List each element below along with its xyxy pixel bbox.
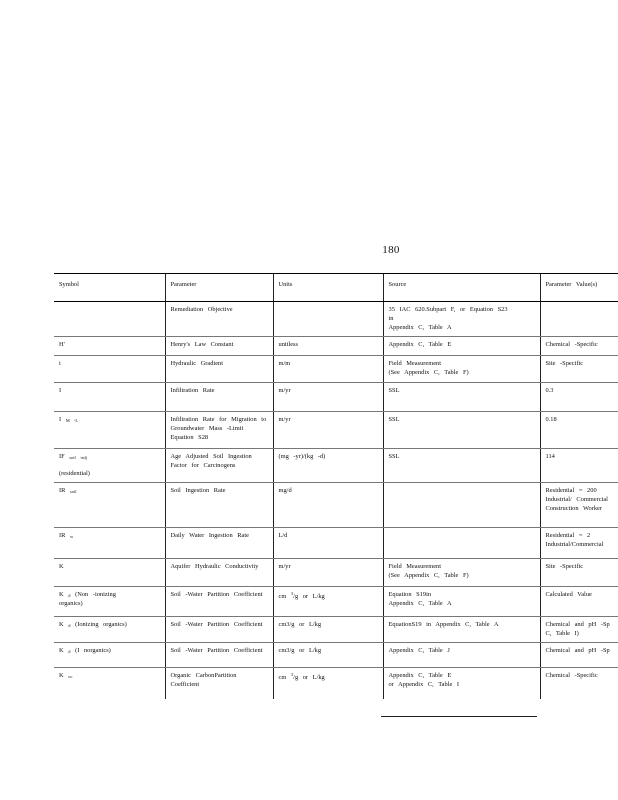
source-line: in	[388, 314, 394, 322]
units-text: m/yr	[278, 386, 291, 394]
symbol-cell	[54, 482, 165, 527]
value-line: Site -Specific	[545, 562, 584, 570]
parameter-cell: Daily Water Ingestion Rate	[165, 527, 273, 558]
page-number-text: 180	[382, 244, 400, 256]
units-text: m/yr	[278, 562, 291, 570]
value-line: Residential = 2	[545, 531, 591, 539]
table-row	[54, 411, 618, 448]
source-line: 35 IAC 620.Subpart F, or Equation S23	[388, 306, 508, 313]
source-line: or Appendix C, Table I	[388, 680, 460, 688]
value-line: Site -Specific	[545, 359, 584, 367]
units-cell	[273, 527, 383, 558]
symbol-subscript: d	[68, 648, 71, 654]
parameter-cell: Organic CarbonPartition Coefficient	[165, 667, 273, 699]
units-cell	[273, 382, 383, 411]
symbol-text: K	[59, 562, 64, 570]
source-cell	[383, 482, 540, 527]
table-header-row	[54, 274, 618, 302]
source-cell	[383, 302, 540, 337]
value-cell	[540, 616, 618, 642]
table-row	[54, 527, 618, 558]
header-parameter-values: Parameter Value(s)	[540, 274, 618, 302]
symbol-line	[59, 360, 160, 369]
symbol-subscript: d	[68, 622, 71, 628]
source-line: EquationS19 in Appendix C, Table A	[388, 620, 499, 628]
table-row	[54, 448, 618, 482]
source-line: Appendix C, Table E	[388, 340, 452, 348]
value-line: Construction Worker	[545, 504, 603, 512]
source-line: (See Appendix C, Table F)	[388, 571, 469, 579]
header-symbol: Symbol	[54, 274, 165, 302]
symbol-line	[59, 532, 160, 541]
units-cell	[273, 667, 383, 699]
units-text: cm3/g or L/kg	[278, 620, 322, 628]
source-line: SSL	[388, 386, 400, 394]
symbol-qualifier: (Ionizing organics)	[75, 620, 127, 628]
symbol-qualifier: (Non -ionizing	[75, 590, 116, 598]
symbol-line	[59, 621, 160, 630]
symbol-cell	[54, 527, 165, 558]
value-line: 0.3	[545, 386, 554, 394]
parameter-cell: Age Adjusted Soil Ingestion Factor for Carcinogens	[165, 448, 273, 482]
table-row	[54, 586, 618, 616]
parameter-cell: Soil -Water Partition Coefficient	[165, 616, 273, 642]
symbol-text: I	[59, 415, 62, 423]
symbol-text: I	[59, 386, 62, 394]
units-superscript: 3	[290, 590, 294, 596]
table-row	[54, 302, 618, 337]
units-cell	[273, 336, 383, 355]
header-units: Units	[273, 274, 383, 302]
value-cell	[540, 302, 618, 337]
units-text: unitless	[278, 340, 299, 348]
units-cell	[273, 642, 383, 667]
symbol-qualifier: (I norganics)	[75, 646, 111, 654]
symbol-text: K	[59, 590, 64, 598]
symbol-text: K	[59, 671, 64, 679]
source-cell	[383, 448, 540, 482]
parameter-cell: Soil -Water Partition Coefficient	[165, 642, 273, 667]
units-cell	[273, 482, 383, 527]
parameter-cell: Soil -Water Partition Coefficient	[165, 586, 273, 616]
value-line: Industrial/ Commercial	[545, 495, 608, 503]
units-cell	[273, 411, 383, 448]
symbol-line	[59, 647, 160, 656]
value-cell	[540, 382, 618, 411]
units-text: m/m	[278, 359, 291, 367]
source-cell	[383, 355, 540, 382]
symbol-cell	[54, 616, 165, 642]
symbol-cell	[54, 336, 165, 355]
value-line: 0.18	[545, 415, 557, 423]
source-cell	[383, 642, 540, 667]
symbol-text: K	[59, 620, 64, 628]
symbol-line	[59, 672, 160, 681]
source-line: Field Measurement	[388, 562, 442, 570]
table-row	[54, 642, 618, 667]
units-tail: /g or L/kg	[293, 592, 325, 600]
source-line: SSL	[388, 452, 400, 460]
symbol-cell	[54, 642, 165, 667]
source-line: Appendix C, Table A	[388, 599, 452, 607]
table-body	[54, 302, 618, 699]
symbol-line	[59, 453, 160, 462]
units-text: L/d	[278, 531, 288, 539]
symbol-cell	[54, 411, 165, 448]
units-cell	[273, 616, 383, 642]
parameter-cell: Soil Ingestion Rate	[165, 482, 273, 527]
value-line: Residential = 200	[545, 486, 597, 494]
value-cell	[540, 336, 618, 355]
value-cell	[540, 586, 618, 616]
symbol-cell	[54, 558, 165, 586]
table-row	[54, 382, 618, 411]
parameter-cell: Infiltration Rate	[165, 382, 273, 411]
value-cell	[540, 527, 618, 558]
symbol-subscript: soil -adj	[69, 454, 87, 460]
table-row	[54, 667, 618, 699]
value-line: Chemical and pH -Sp	[545, 646, 610, 654]
value-line: Chemical and pH -Sp	[545, 620, 610, 628]
value-line: Chemical -Specific	[545, 340, 598, 348]
units-superscript: 3	[290, 671, 294, 677]
symbol-text: IR	[59, 531, 66, 539]
units-text: cm3/g or L/kg	[278, 646, 322, 654]
symbol-subscript: M -L	[65, 417, 79, 423]
source-cell	[383, 411, 540, 448]
symbol-cell	[54, 302, 165, 337]
value-cell	[540, 558, 618, 586]
symbol-text: IF	[59, 452, 65, 460]
symbol-subscript: d	[68, 592, 71, 598]
units-text: m/yr	[278, 415, 291, 423]
symbol-text: H'	[59, 340, 65, 348]
source-cell	[383, 616, 540, 642]
symbol-cell	[54, 382, 165, 411]
source-cell	[383, 558, 540, 586]
source-cell	[383, 382, 540, 411]
value-line: C, Table I)	[545, 629, 579, 637]
units-text: (mg -yr)/(kg -d)	[278, 452, 326, 460]
symbol-subscript: w	[70, 533, 74, 539]
table-row	[54, 336, 618, 355]
value-cell	[540, 411, 618, 448]
symbol-text: i	[59, 359, 61, 367]
symbol-text: IR	[59, 486, 66, 494]
units-cell	[273, 355, 383, 382]
parameter-cell: Hydraulic Gradient	[165, 355, 273, 382]
symbol-line	[59, 341, 160, 350]
symbol-line	[59, 487, 160, 496]
units-text: cm	[278, 592, 287, 600]
parameter-cell: Infiltration Rate for Migration to Groundwater Mass -Limit Equation S28	[165, 411, 273, 448]
symbol-text: K	[59, 646, 64, 654]
value-cell	[540, 667, 618, 699]
symbol-cell	[54, 667, 165, 699]
source-line: (See Appendix C, Table F)	[388, 368, 469, 376]
symbol-line	[59, 387, 160, 396]
units-cell	[273, 558, 383, 586]
value-line: Industrial/Commercial	[545, 540, 604, 548]
symbol-qualifier-cont: organics)	[59, 599, 83, 607]
source-cell	[383, 586, 540, 616]
header-source: Source	[383, 274, 540, 302]
symbol-cell	[54, 448, 165, 482]
value-cell	[540, 448, 618, 482]
source-line: Appendix C, Table J	[388, 646, 450, 654]
source-line: Equation S19in	[388, 590, 432, 598]
units-cell	[273, 302, 383, 337]
symbol-subscript: oc	[68, 673, 73, 679]
parameter-table	[54, 273, 618, 699]
table-row	[54, 558, 618, 586]
symbol-cell	[54, 355, 165, 382]
table-row	[54, 482, 618, 527]
parameter-cell: Henry's Law Constant	[165, 336, 273, 355]
koc-source-underline	[381, 716, 537, 717]
value-cell	[540, 642, 618, 667]
units-cell	[273, 586, 383, 616]
table-row	[54, 355, 618, 382]
parameter-table-container	[54, 273, 618, 718]
value-cell	[540, 482, 618, 527]
header-parameter: Parameter	[165, 274, 273, 302]
source-line: Appendix C, Table A	[388, 323, 452, 331]
symbol-line	[59, 591, 160, 600]
source-cell	[383, 667, 540, 699]
symbol-subscript: soil	[70, 488, 77, 494]
source-line: Appendix C, Table E	[388, 671, 452, 679]
units-tail: /g or L/kg	[293, 673, 325, 681]
units-text: cm	[278, 673, 287, 681]
source-line: Field Measurement	[388, 359, 442, 367]
symbol-cell	[54, 586, 165, 616]
value-line: Calculated Value	[545, 590, 592, 598]
page-number	[0, 244, 618, 256]
source-cell	[383, 336, 540, 355]
value-line: Chemical -Specific	[545, 671, 598, 679]
symbol-line	[59, 416, 160, 425]
source-line: SSL	[388, 415, 400, 423]
units-text: mg/d	[278, 486, 292, 494]
symbol-qualifier: (residential)	[59, 469, 90, 477]
parameter-cell: Remediation Objective	[165, 302, 273, 337]
source-cell	[383, 527, 540, 558]
parameter-cell: Aquifer Hydraulic Conductivity	[165, 558, 273, 586]
value-cell	[540, 355, 618, 382]
value-line: 114	[545, 452, 555, 460]
units-cell	[273, 448, 383, 482]
symbol-line	[59, 563, 160, 572]
table-row	[54, 616, 618, 642]
